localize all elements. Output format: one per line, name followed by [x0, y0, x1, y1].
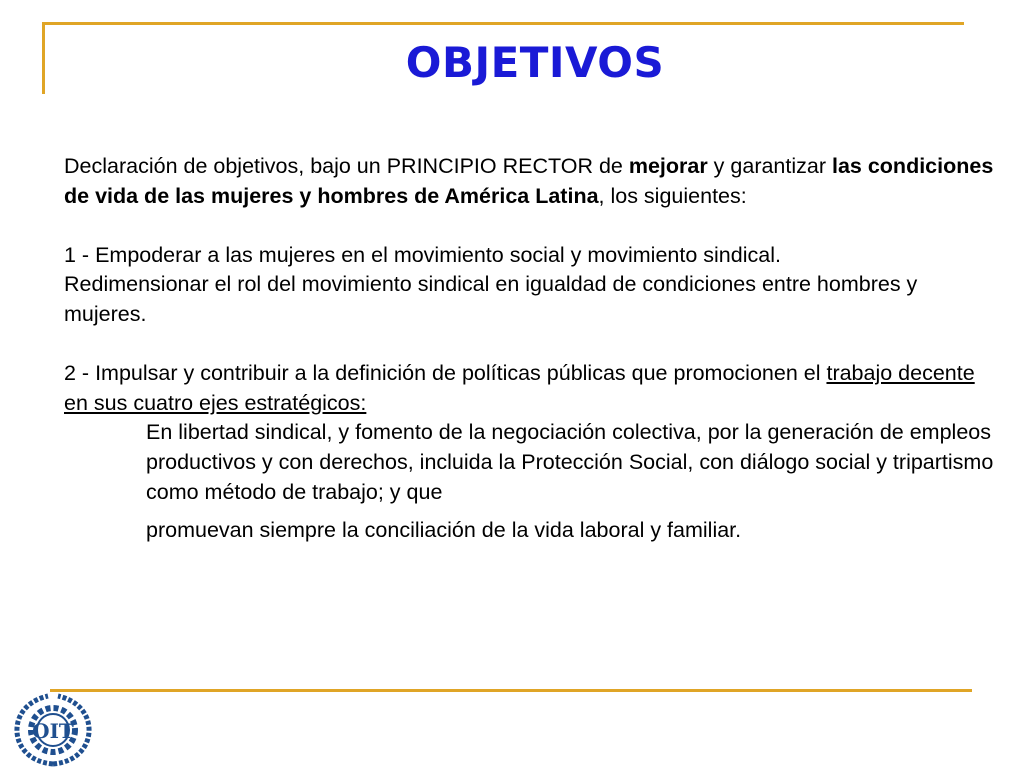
objective-2-sub-1: En libertad sindical, y fomento de la negociación colectiva, por la generación de empleos productivos y con derechos, incluida la Protección Social, con diálogo social y tripartismo como método de trabajo; y que: [146, 420, 994, 504]
bottom-gold-rule: [50, 689, 972, 692]
slide-title: OBJETIVOS: [405, 38, 665, 87]
intro-paragraph: [64, 152, 1004, 211]
slide-body: [64, 152, 1004, 546]
objective-2-line: 2 - Impulsar y contribuir a la definición de políticas públicas que promocionen el: [64, 361, 827, 386]
objective-2-paragraph: [64, 359, 1004, 418]
intro-text-3: , los siguientes:: [598, 183, 747, 208]
spacer: [64, 211, 1004, 241]
objective-1-detail: Redimensionar el rol del movimiento sindical en igualdad de condiciones entre hombres y mujeres.: [64, 272, 918, 326]
objective-2-underlined: trabajo decente en sus cuatro ejes estratégicos:: [64, 361, 975, 415]
intro-text-1: Declaración de objetivos, bajo un PRINCIPIO RECTOR de: [64, 154, 629, 178]
intro-bold-mejorar: mejorar: [628, 154, 708, 178]
spacer: [64, 330, 1004, 360]
oit-logo-icon: [8, 690, 98, 768]
intro-text-2: y garantizar: [707, 154, 832, 178]
intro-bold-conditions: las condiciones de vida de las mujeres y hombres de América Latina: [64, 154, 994, 208]
svg-text:OIT: OIT: [32, 719, 74, 743]
top-gold-rule: [42, 22, 964, 25]
objective-1-line: 1 - Empoderar a las mujeres en el movimiento social y movimiento sindical.: [64, 242, 781, 267]
objective-2-sub-2: promuevan siempre la conciliación de la vida laboral y familiar.: [146, 518, 742, 543]
